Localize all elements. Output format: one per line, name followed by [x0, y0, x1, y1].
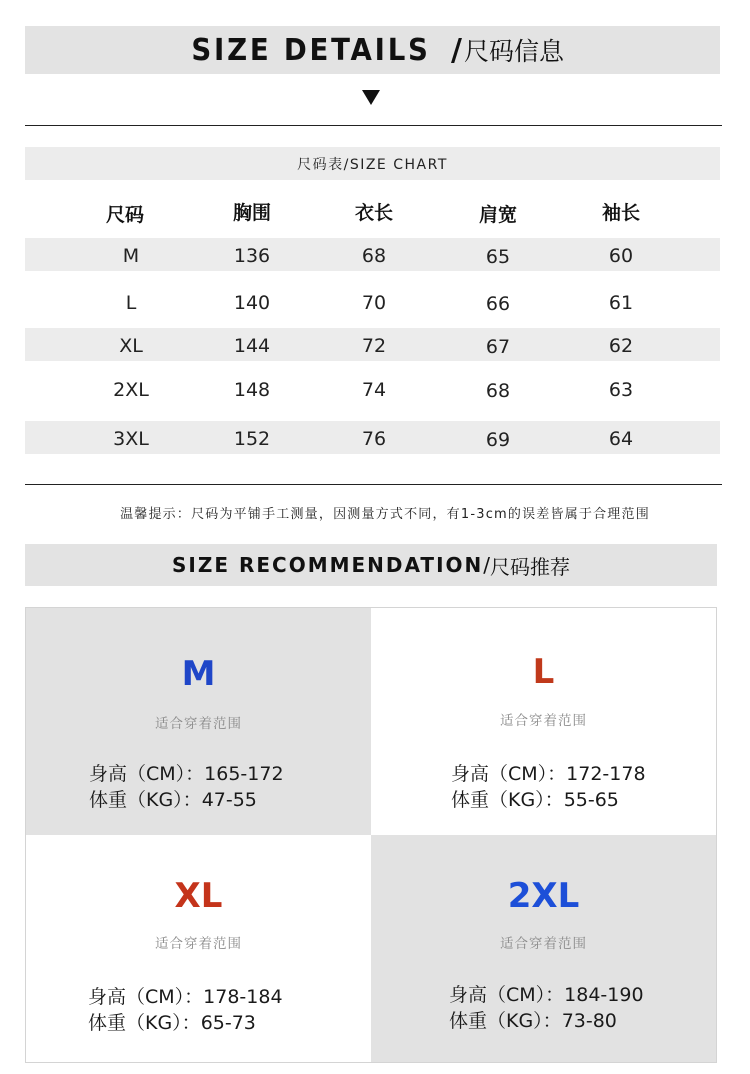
card-size-label: L [532, 652, 555, 692]
weight-value: 47-55 [201, 789, 257, 811]
card-height-line [89, 759, 284, 786]
col-header-chest: 胸围 [232, 202, 271, 224]
card-subtitle: 适合穿着范围 [500, 936, 587, 952]
divider-bottom [25, 484, 722, 485]
height-value: 178-184 [203, 986, 283, 1008]
table-cell: 69 [485, 429, 511, 451]
card-subtitle: 适合穿着范围 [155, 936, 242, 952]
measurement-note: 温馨提示：尺码为平铺手工测量，因测量方式不同，有1-3cm的误差皆属于合理范围 [120, 507, 650, 522]
recommendation-separator: / [483, 553, 491, 577]
weight-value: 65-73 [200, 1012, 256, 1034]
size-card-2xl [371, 835, 716, 1062]
weight-label: 体重（KG）： [88, 1012, 201, 1034]
weight-value: 55-65 [563, 789, 619, 811]
card-height-line [449, 980, 644, 1007]
table-cell: 70 [361, 292, 387, 314]
banner-separator: / [451, 32, 463, 68]
card-subtitle: 适合穿着范围 [155, 716, 242, 732]
col-header-sleeve: 袖长 [601, 202, 640, 224]
table-cell: XL [119, 335, 143, 357]
card-weight-line [88, 1008, 256, 1035]
size-recommendation-banner [25, 544, 717, 586]
weight-value: 73-80 [561, 1010, 617, 1032]
table-cell: 72 [361, 335, 387, 357]
height-label: 身高（CM）： [449, 984, 565, 1006]
recommendation-grid [25, 607, 717, 1063]
weight-label: 体重（KG）： [89, 789, 202, 811]
weight-label: 体重（KG）： [449, 1010, 562, 1032]
table-cell: 148 [233, 379, 271, 401]
table-cell: 74 [361, 379, 387, 401]
table-cell: 63 [608, 379, 634, 401]
col-header-shoulder: 肩宽 [478, 204, 517, 226]
table-cell: 76 [361, 428, 387, 450]
table-cell: 140 [233, 292, 271, 314]
height-label: 身高（CM）： [89, 763, 205, 785]
recommendation-title-cn: 尺码推荐 [490, 554, 571, 579]
col-header-size: 尺码 [105, 204, 144, 226]
size-card-l [371, 608, 716, 835]
table-cell: 3XL [113, 428, 149, 450]
size-chart-caption: 尺码表/SIZE CHART [25, 147, 720, 180]
card-weight-line [451, 785, 619, 812]
table-cell: 144 [233, 335, 271, 357]
table-cell: L [125, 292, 137, 314]
table-cell: 68 [485, 380, 511, 402]
table-cell: 68 [361, 245, 387, 267]
height-value: 172-178 [566, 763, 646, 785]
table-cell: 64 [608, 428, 634, 450]
height-label: 身高（CM）： [88, 986, 204, 1008]
card-weight-line [449, 1006, 617, 1033]
table-cell: 66 [485, 293, 511, 315]
weight-label: 体重（KG）： [451, 789, 564, 811]
recommendation-title-en: SIZE RECOMMENDATION [171, 553, 484, 577]
card-size-label: XL [174, 876, 223, 916]
height-value: 165-172 [204, 763, 284, 785]
table-cell: 67 [485, 336, 511, 358]
col-header-length: 衣长 [354, 202, 393, 224]
banner-title-cn: 尺码信息 [464, 37, 565, 66]
height-value: 184-190 [564, 984, 644, 1006]
card-subtitle: 适合穿着范围 [500, 713, 587, 729]
table-cell: M [122, 245, 140, 267]
size-details-banner [25, 26, 720, 74]
card-size-label: M [181, 654, 216, 694]
card-weight-line [89, 785, 257, 812]
table-cell: 65 [485, 246, 511, 268]
size-card-m [26, 608, 371, 835]
card-size-label: 2XL [507, 876, 580, 916]
height-label: 身高（CM）： [451, 763, 567, 785]
card-height-line [451, 759, 646, 786]
card-height-line [88, 982, 283, 1009]
down-triangle-icon [362, 90, 380, 105]
table-cell: 152 [233, 428, 271, 450]
banner-title-en: SIZE DETAILS [191, 32, 431, 68]
divider-top [25, 125, 722, 126]
table-cell: 136 [233, 245, 271, 267]
size-card-xl [26, 835, 371, 1062]
table-cell: 60 [608, 245, 634, 267]
table-cell: 61 [608, 292, 634, 314]
table-cell: 2XL [113, 379, 149, 401]
table-cell: 62 [608, 335, 634, 357]
